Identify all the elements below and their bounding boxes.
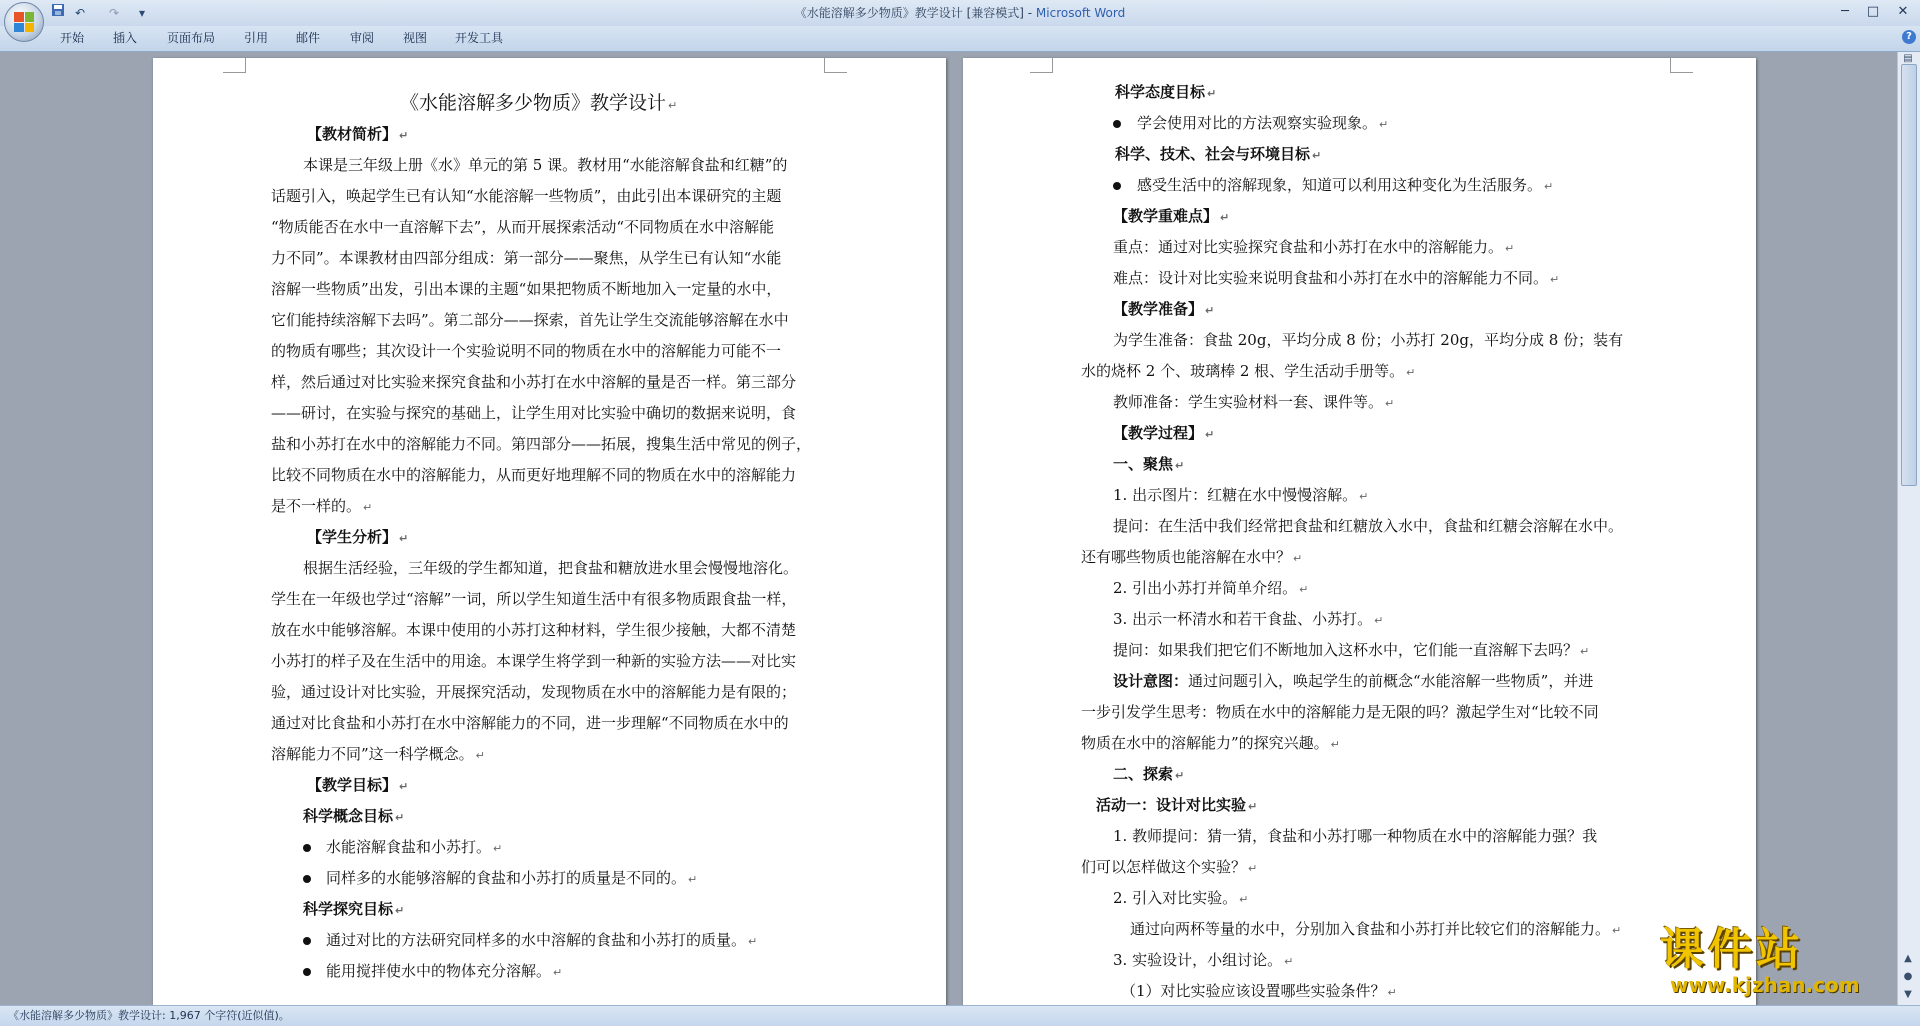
status-bar [0, 1005, 1920, 1026]
paragraph-line: 一步引发学生思考：物质在水中的溶解能力是无限的吗？激起学生对“比较不同 [1081, 703, 1599, 721]
tab-developer[interactable]: 开发工具 [455, 31, 504, 45]
paragraph-line: 是不一样的。 ↵ [271, 497, 373, 515]
paragraph-line: 重点：通过对比实验探究食盐和小苏打在水中的溶解能力。 ↵ [1113, 238, 1515, 256]
section-heading: 【教学目标】 ↵ [307, 776, 409, 794]
paragraph-line: 提问：如果我们把它们不断地加入这杯水中，它们能一直溶解下去吗？ ↵ [1113, 641, 1590, 659]
app-name: Microsoft Word [1035, 6, 1126, 20]
paragraph-line: 盐和小苏打在水中的溶解能力不同。第四部分——拓展，搜集生活中常见的例子， [271, 435, 812, 453]
subheading: 一、聚焦 ↵ [1113, 455, 1185, 473]
subheading: 科学态度目标 ↵ [1115, 83, 1217, 101]
section-heading: 【学生分析】 ↵ [307, 528, 409, 546]
window-title [0, 0, 1920, 26]
paragraph-line: 验，通过设计对比实验，开展探究活动，发现物质在水中的溶解能力是有限的； [271, 683, 797, 701]
paragraph-line: 的物质有哪些；其次设计一个实验说明不同的物质在水中的溶解能力可能不一 [271, 342, 782, 360]
subheading: 二、探索 ↵ [1113, 765, 1185, 783]
paragraph-line: （1）对比实验应该设置哪些实验条件？ ↵ [1121, 982, 1397, 1000]
paragraph-line: 样，然后通过对比实验来探究食盐和小苏打在水中溶解的量是否一样。第三部分 [271, 373, 797, 391]
subheading: 活动一：设计对比实验 ↵ [1096, 796, 1258, 814]
document-title: 《水能溶解多少物质》教学设计 [兼容模式] - [794, 6, 1036, 20]
paragraph-line: 溶解能力不同”这一科学概念。 ↵ [271, 745, 485, 763]
watermark-url: www.kjzhan.com [1670, 973, 1860, 997]
next-page-icon[interactable]: ▼ [1904, 989, 1912, 1000]
tab-review[interactable]: 审阅 [350, 31, 375, 45]
paragraph-line: 水的烧杯 2 个、玻璃棒 2 根、学生活动手册等。 ↵ [1081, 362, 1416, 380]
paragraph-line: 1. 出示图片：红糖在水中慢慢溶解。 ↵ [1113, 486, 1369, 504]
paragraph-line: 放在水中能够溶解。本课中使用的小苏打这种材料，学生很少接触，大都不清楚 [271, 621, 797, 639]
minimize-button[interactable]: ─ [1841, 4, 1849, 19]
office-logo-icon [14, 12, 34, 32]
ruler-toggle-icon[interactable]: ▤ [1903, 53, 1913, 64]
paragraph-line: 3. 出示一杯清水和若干食盐、小苏打。 ↵ [1113, 610, 1384, 628]
section-heading: 【教学重难点】 ↵ [1113, 207, 1230, 225]
document-workspace[interactable] [0, 52, 1898, 1005]
bullet-icon [303, 968, 311, 976]
section-heading: 【教学准备】 ↵ [1113, 300, 1215, 318]
paragraph-line: 设计意图：通过问题引入，唤起学生的前概念“水能溶解一些物质”，并进 [1113, 672, 1594, 690]
paragraph-line: 力不同”。本课教材由四部分组成：第一部分——聚焦，从学生已有认知“水能 [271, 249, 782, 267]
paragraph-line: 根据生活经验，三年级的学生都知道，把食盐和糖放进水里会慢慢地溶化。 [303, 559, 799, 577]
paragraph-line: ——研讨，在实验与探究的基础上，让学生用对比实验中确切的数据来说明，食 [271, 404, 797, 422]
maximize-button[interactable]: □ [1866, 4, 1880, 19]
help-icon[interactable]: ? [1902, 30, 1916, 44]
paragraph-line: 比较不同物质在水中的溶解能力，从而更好地理解不同的物质在水中的溶解能力 [271, 466, 797, 484]
margin-mark [1030, 58, 1053, 73]
close-button[interactable]: ✕ [1897, 4, 1909, 19]
paragraph-line: 提问：在生活中我们经常把食盐和红糖放入水中，食盐和红糖会溶解在水中。 [1113, 517, 1624, 535]
paragraph-line: 1. 教师提问：猜一猜，食盐和小苏打哪一种物质在水中的溶解能力强？我 [1113, 827, 1598, 845]
margin-mark [824, 58, 847, 73]
tab-view[interactable]: 视图 [403, 31, 428, 45]
section-heading: 【教学过程】 ↵ [1113, 424, 1215, 442]
paragraph-line: 通过向两杯等量的水中，分别加入食盐和小苏打并比较它们的溶解能力。 ↵ [1130, 920, 1622, 938]
paragraph-line: 难点：设计对比实验来说明食盐和小苏打在水中的溶解能力不同。 ↵ [1113, 269, 1560, 287]
document-title-heading: 《水能溶解多少物质》教学设计 ↵ [400, 92, 678, 114]
paragraph-line: 溶解一些物质”出发，引出本课的主题“如果把物质不断地加入一定量的水中， [271, 280, 782, 298]
list-item: 学会使用对比的方法观察实验现象。 ↵ [1137, 114, 1389, 132]
undo-icon[interactable]: ↶ [74, 6, 86, 20]
paragraph-line: “物质能否在水中一直溶解下去”，从而开展探索活动“不同物质在水中溶解能 [271, 218, 775, 236]
select-browse-object-icon[interactable]: ● [1903, 971, 1913, 982]
bullet-icon [303, 875, 311, 883]
paragraph-line: 学生在一年级也学过“溶解”一词，所以学生知道生活中有很多物质跟食盐一样， [271, 590, 797, 608]
paragraph-line: 2. 引出小苏打并简单介绍。 ↵ [1113, 579, 1309, 597]
margin-mark [223, 58, 246, 73]
list-item: 通过对比的方法研究同样多的水中溶解的食盐和小苏打的质量。 ↵ [326, 931, 758, 949]
watermark-logo [1660, 925, 1900, 1005]
tab-references[interactable]: 引用 [244, 31, 269, 45]
section-heading: 【教材简析】 ↵ [307, 125, 409, 143]
paragraph-line: 3. 实验设计，小组讨论。 ↵ [1113, 951, 1294, 969]
paragraph-line: 本课是三年级上册《水》单元的第 5 课。教材用“水能溶解食盐和红糖”的 [303, 156, 788, 174]
paragraph-line: 通过对比食盐和小苏打在水中溶解能力的不同，进一步理解“不同物质在水中的 [271, 714, 789, 732]
paragraph-line: 物质在水中的溶解能力”的探究兴趣。 ↵ [1081, 734, 1340, 752]
prev-page-icon[interactable]: ▲ [1904, 953, 1912, 964]
paragraph-line: 2. 引入对比实验。 ↵ [1113, 889, 1249, 907]
subheading: 科学、技术、社会与环境目标 ↵ [1115, 145, 1322, 163]
tab-page-layout[interactable]: 页面布局 [167, 31, 216, 45]
scroll-thumb[interactable] [1901, 64, 1917, 486]
bullet-icon [303, 844, 311, 852]
paragraph-line: 小苏打的样子及在生活中的用途。本课学生将学到一种新的实验方法——对比实 [271, 652, 797, 670]
watermark-title: 课件站 [1660, 924, 1804, 975]
customize-qat-icon[interactable]: ▾ [138, 6, 146, 20]
subheading: 科学概念目标 ↵ [303, 807, 405, 825]
list-item: 能用搅拌使水中的物体充分溶解。 ↵ [326, 962, 563, 980]
page-1[interactable] [153, 58, 946, 1005]
paragraph-line: 它们能持续溶解下去吗”。第二部分——探索，首先让学生交流能够溶解在水中 [271, 311, 789, 329]
list-item: 同样多的水能够溶解的食盐和小苏打的质量是不同的。 ↵ [326, 869, 698, 887]
paragraph-line: 还有哪些物质也能溶解在水中？ ↵ [1081, 548, 1303, 566]
bullet-icon [1113, 120, 1121, 128]
tab-mailings[interactable]: 邮件 [296, 31, 321, 45]
paragraph-line: 为学生准备：食盐 20g，平均分成 8 份；小苏打 20g，平均分成 8 份；装有 [1113, 331, 1624, 349]
title-bar [0, 0, 1920, 27]
redo-icon[interactable]: ↷ [108, 6, 120, 20]
vertical-scrollbar[interactable] [1897, 52, 1920, 1005]
margin-mark [1670, 58, 1693, 73]
tab-home[interactable]: 开始 [60, 31, 85, 45]
status-text: 《水能溶解多少物质》教学设计: 1,967 个字符(近似值)。 [8, 1009, 290, 1022]
subheading: 科学探究目标 ↵ [303, 900, 405, 918]
page-2[interactable] [963, 58, 1756, 1005]
bullet-icon [1113, 182, 1121, 190]
office-button[interactable] [4, 2, 44, 42]
ribbon-tabs [0, 26, 1920, 52]
paragraph-line: 们可以怎样做这个实验？ ↵ [1081, 858, 1258, 876]
paragraph-line: 话题引入，唤起学生已有认知“水能溶解一些物质”，由此引出本课研究的主题 [271, 187, 782, 205]
bullet-icon [303, 937, 311, 945]
list-item: 感受生活中的溶解现象，知道可以利用这种变化为生活服务。 ↵ [1137, 176, 1554, 194]
tab-insert[interactable]: 插入 [113, 31, 138, 45]
paragraph-line: 教师准备：学生实验材料一套、课件等。 ↵ [1113, 393, 1395, 411]
list-item: 水能溶解食盐和小苏打。 ↵ [326, 838, 503, 856]
